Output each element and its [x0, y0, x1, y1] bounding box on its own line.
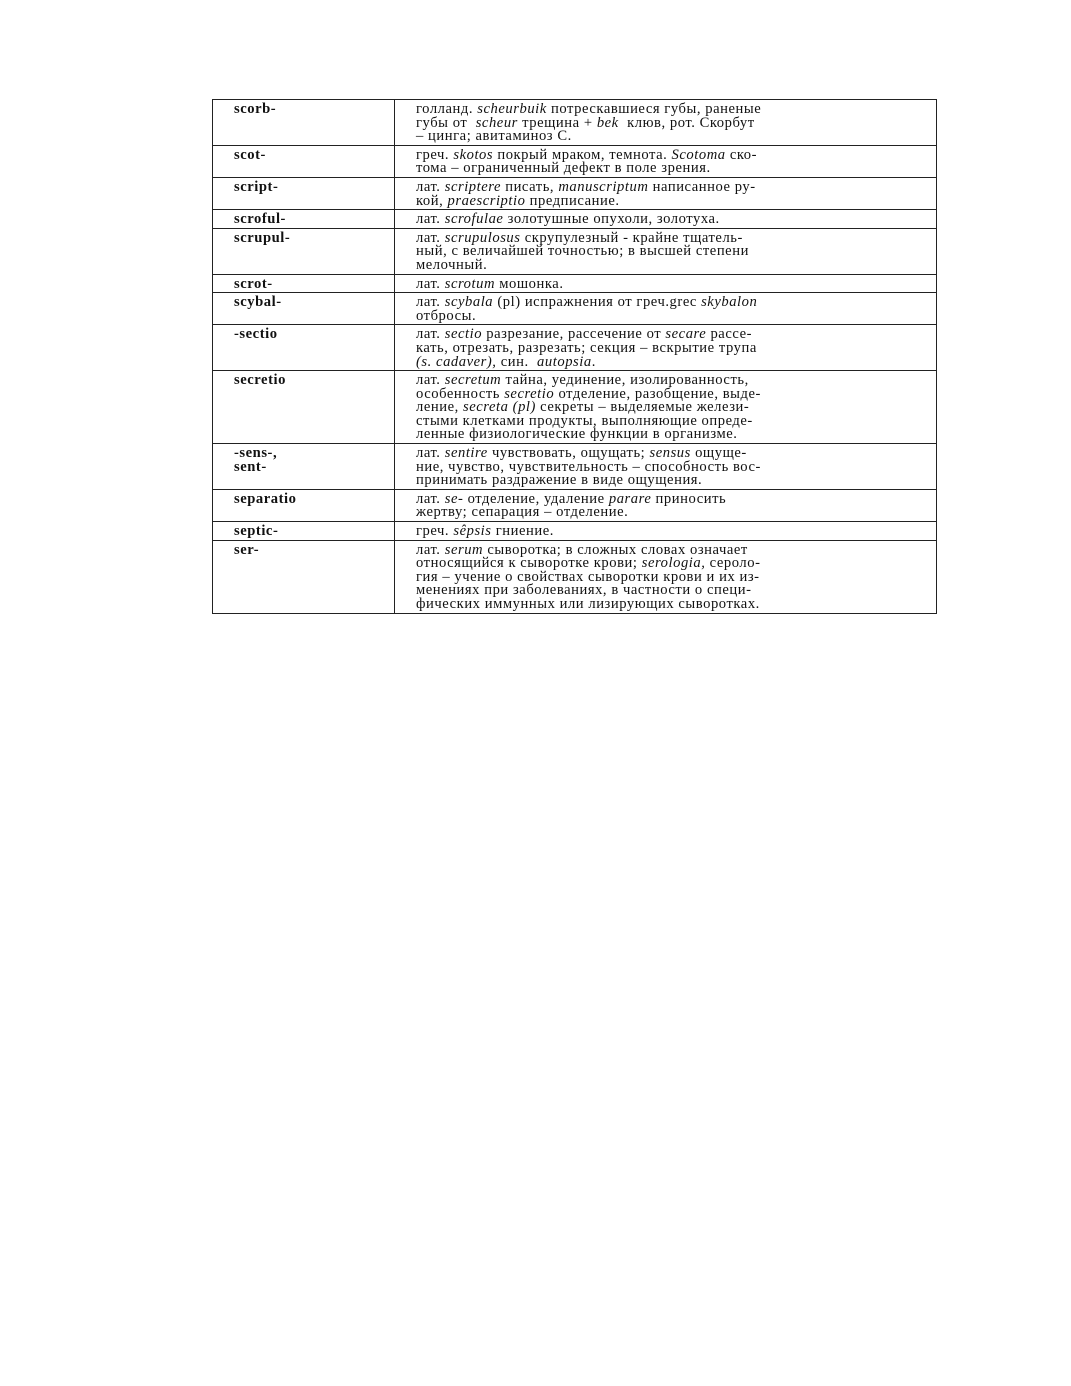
term-label: secretio — [234, 372, 286, 389]
definition-text: сыворотка; в сложных словах означает — [483, 541, 748, 558]
definition-text: относящийся к сыворотке крови; — [416, 555, 642, 572]
definition-italic-text: scrotum — [444, 275, 496, 292]
definition-line — [416, 245, 926, 259]
definition-line — [416, 428, 926, 442]
definition-italic-text: sentire — [444, 445, 488, 462]
term-label: sent- — [234, 458, 267, 475]
definition-text: лат. — [416, 275, 445, 292]
definition-text: лат. — [416, 294, 445, 311]
definition-text: ощуще- — [690, 445, 747, 462]
definition-italic-text: secretum — [444, 372, 502, 389]
definition-cell — [395, 540, 937, 613]
term-label: ser- — [234, 541, 260, 558]
definition-italic-text: se- — [444, 490, 464, 507]
definition-line — [416, 506, 926, 520]
definition-line — [416, 256, 926, 273]
term-cell — [213, 293, 395, 325]
definition-text: отбросы. — [416, 307, 477, 324]
definition-italic-text: autopsia — [537, 353, 592, 370]
definition-text: гия – учение о свойствах сыворотки крови и их из- — [416, 568, 760, 585]
definition-italic-text: secreta (pl) — [463, 399, 536, 416]
term-cell — [213, 444, 395, 490]
definition-cell — [395, 210, 937, 229]
definition-text: особенность — [416, 385, 505, 402]
definition-cell — [395, 444, 937, 490]
term-cell — [213, 371, 395, 444]
definition-text: трещина + — [517, 114, 597, 131]
definition-line — [416, 192, 926, 209]
definition-text: фических иммунных или лизирующих сыворотках. — [416, 596, 760, 612]
definition-text: ление, — [416, 399, 464, 416]
definition-text: голланд. — [416, 101, 478, 117]
term-label: septic- — [234, 523, 279, 540]
definition-text: мошонка. — [495, 275, 564, 292]
term-cell — [213, 489, 395, 521]
definition-cell — [395, 489, 937, 521]
definition-italic-text: (s. cadaver), — [416, 353, 497, 370]
definition-text: рассе- — [706, 326, 753, 343]
definition-cell — [395, 100, 937, 146]
definition-cell — [395, 371, 937, 444]
table-row — [213, 540, 937, 613]
table-row — [213, 522, 937, 541]
definition-italic-text: secare — [665, 326, 707, 343]
definition-text: покрый мраком, темнота. — [493, 146, 672, 163]
term-cell — [213, 177, 395, 209]
definition-italic-text: scriptere — [444, 178, 502, 195]
definition-italic-text: praescriptio — [447, 192, 526, 209]
table-row — [213, 325, 937, 371]
definition-text: лат. — [416, 541, 445, 558]
definition-cell — [395, 228, 937, 274]
definition-cell — [395, 293, 937, 325]
definition-cell — [395, 325, 937, 371]
definition-text: тайна, уединение, изолированность, — [501, 372, 749, 389]
definition-italic-text: secretio — [504, 385, 555, 402]
definition-text: лат. — [416, 490, 445, 507]
definition-italic-text: Scotoma — [671, 146, 726, 163]
table-row — [213, 177, 937, 209]
table-row — [213, 100, 937, 146]
definition-italic-text: serum — [444, 541, 484, 558]
term-label: -sens-, — [234, 445, 278, 462]
definition-italic-text: manuscriptum — [558, 178, 649, 195]
definition-italic-text: skotos — [453, 146, 494, 163]
table-row — [213, 210, 937, 229]
table-row — [213, 371, 937, 444]
definition-cell — [395, 145, 937, 177]
definition-text: кать, отрезать, разрезать; секция – вскрытие трупа — [416, 339, 757, 356]
definition-text: написанное ру- — [648, 178, 756, 195]
term-cell — [213, 325, 395, 371]
definition-text: ный, с величайшей точностью; в высшей степени — [416, 243, 749, 260]
definition-text: стыми клетками продукты, выполняющие опреде- — [416, 412, 753, 429]
definition-text: син. — [496, 353, 538, 370]
definition-text: писать, — [501, 178, 559, 195]
definition-italic-text: bek — [596, 114, 619, 131]
term-label: scot- — [234, 146, 266, 163]
definition-text: лат. — [416, 372, 445, 389]
definition-text: греч. — [416, 523, 454, 540]
term-label: scroful- — [234, 211, 286, 228]
definition-line — [416, 353, 926, 370]
definition-text: мелочный. — [416, 256, 488, 273]
definition-text: отделение, удаление — [463, 490, 609, 507]
definition-cell — [395, 177, 937, 209]
definition-line — [416, 525, 926, 539]
definition-line — [416, 598, 926, 612]
table-row — [213, 489, 937, 521]
definition-line — [416, 296, 926, 310]
definition-text: принимать раздражение в виде ощущения. — [416, 472, 703, 489]
term-label: script- — [234, 178, 279, 195]
definition-text: приносить — [651, 490, 727, 507]
definition-text: отделение, разобщение, выде- — [554, 385, 761, 402]
definition-line — [416, 307, 926, 324]
definition-text: лат. — [416, 229, 445, 246]
definition-text: – цинга; авитаминоз С. — [416, 128, 572, 145]
definition-text: . — [591, 353, 596, 370]
definition-text: сероло- — [705, 555, 761, 572]
definition-line — [416, 130, 926, 144]
definition-text: губы от — [416, 114, 476, 131]
definition-text: лат. — [416, 178, 445, 195]
definition-text: лат. — [416, 326, 445, 343]
definition-italic-text: scybala — [444, 294, 494, 311]
definition-line — [416, 162, 926, 176]
definition-text: секреты – выделяемые желези- — [535, 399, 750, 416]
table-row — [213, 274, 937, 293]
definition-text: потрескавшиеся губы, раненые — [546, 101, 762, 117]
definition-text: гниение. — [491, 523, 554, 540]
definition-text: (pl) испражнения от греч.grec — [493, 294, 702, 311]
definition-italic-text: serologia, — [641, 555, 706, 572]
glossary-table — [212, 99, 937, 614]
definition-italic-text: scheur — [475, 114, 518, 131]
glossary-body — [213, 100, 937, 614]
definition-italic-text: scheurbuik — [477, 101, 547, 117]
term-label: scybal- — [234, 294, 282, 311]
term-label: scrot- — [234, 275, 273, 292]
term-label: scrupul- — [234, 229, 291, 246]
definition-line — [416, 474, 926, 488]
term-cell — [213, 522, 395, 541]
table-row — [213, 444, 937, 490]
term-cell — [213, 274, 395, 293]
definition-text: ние, чувство, чувствительность – способность вос- — [416, 458, 761, 475]
definition-cell — [395, 522, 937, 541]
definition-text: жертву; сепарация – отделение. — [416, 504, 629, 521]
definition-text: лат. — [416, 211, 445, 228]
term-label: scorb- — [234, 101, 277, 117]
definition-text: золотушные опухоли, золотуха. — [503, 211, 720, 228]
definition-text: тома – ограниченный дефект в поле зрения. — [416, 160, 711, 177]
definition-text: разрезание, рассечение от — [482, 326, 666, 343]
definition-italic-text: skybalon — [701, 294, 758, 311]
definition-text: чувствовать, ощущать; — [487, 445, 650, 462]
term-cell — [213, 145, 395, 177]
table-row — [213, 293, 937, 325]
definition-text: скрупулезный - крайне тщатель- — [520, 229, 743, 246]
definition-text: клюв, рот. Скорбут — [618, 114, 755, 131]
definition-text: лат. — [416, 445, 445, 462]
definition-text: ско- — [725, 146, 758, 163]
definition-line — [416, 275, 926, 292]
table-row — [213, 228, 937, 274]
definition-italic-text: sectio — [444, 326, 483, 343]
definition-italic-text: sensus — [649, 445, 691, 462]
term-label: -sectio — [234, 326, 278, 343]
definition-text: менениях при заболеваниях, в частности о специ- — [416, 582, 752, 599]
definition-text: греч. — [416, 146, 454, 163]
definition-text: ленные физиологические функции в организме. — [416, 426, 738, 443]
definition-italic-text: sêpsis — [453, 523, 492, 540]
term-cell — [213, 100, 395, 146]
definition-text: кой, — [416, 192, 448, 209]
term-cell — [213, 228, 395, 274]
definition-italic-text: parare — [608, 490, 652, 507]
definition-text: предписание. — [525, 192, 620, 209]
term-label: separatio — [234, 490, 297, 507]
definition-italic-text: scrofulae — [444, 211, 504, 228]
table-row — [213, 145, 937, 177]
definition-line — [416, 213, 926, 227]
definition-italic-text: scrupulosus — [444, 229, 521, 246]
term-cell — [213, 210, 395, 229]
definition-cell — [395, 274, 937, 293]
term-cell — [213, 540, 395, 613]
